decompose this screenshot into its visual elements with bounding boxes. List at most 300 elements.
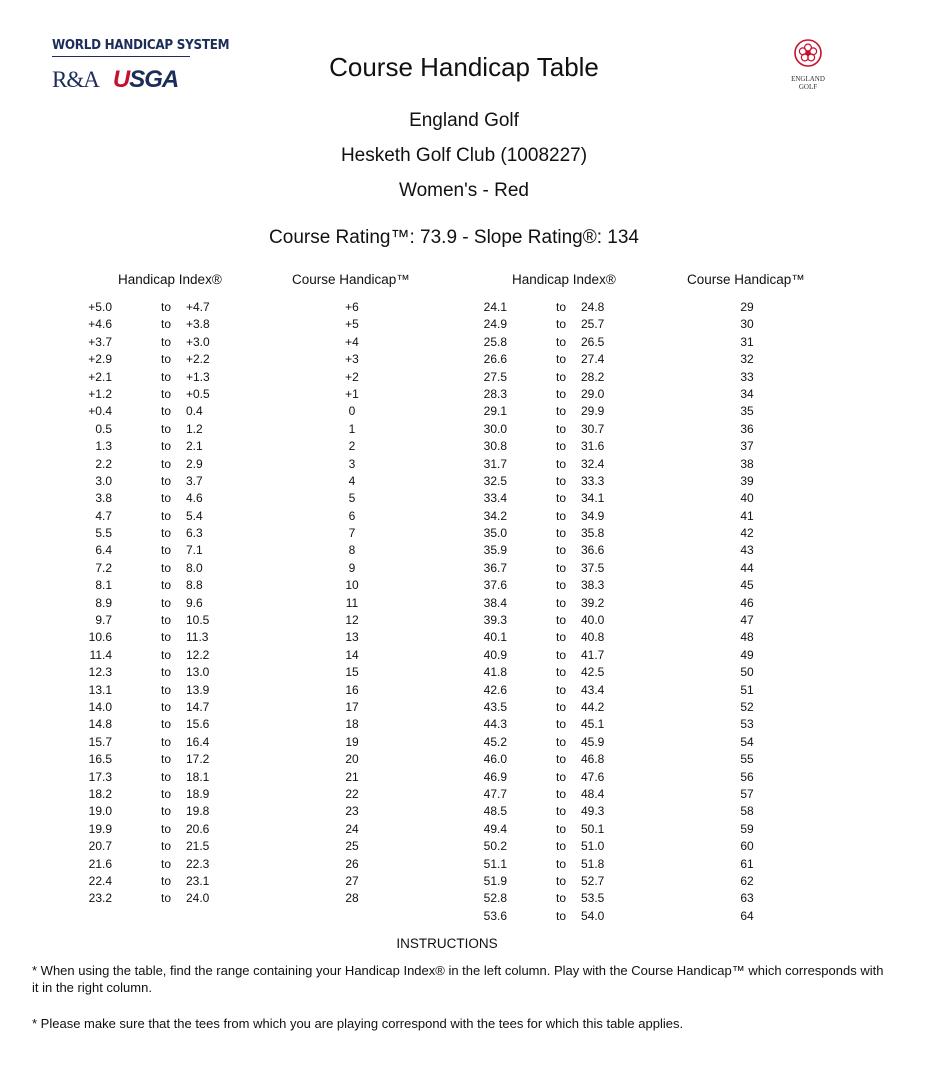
- to-word: to: [161, 821, 172, 836]
- table-row: [483, 334, 625, 352]
- course-handicap-value: 43: [740, 543, 754, 558]
- index-from: 37.6: [483, 578, 507, 593]
- table-row: [88, 317, 230, 334]
- table-row: [88, 821, 230, 839]
- course-handicap-value: 11: [345, 595, 359, 610]
- course-handicap-value: 49: [740, 647, 754, 662]
- table-row: [483, 508, 625, 526]
- index-to: 49.3: [581, 804, 605, 819]
- index-to: 50.1: [581, 821, 605, 836]
- course-handicap-value: 31: [740, 334, 754, 349]
- to-word: to: [556, 891, 567, 906]
- course-handicap-value: 52: [740, 699, 754, 714]
- course-handicap-value: 42: [740, 526, 754, 541]
- course-handicap-value: 38: [740, 456, 754, 471]
- index-to: 19.8: [186, 804, 210, 819]
- right-course-list: [727, 300, 767, 926]
- index-from: +2.9: [88, 352, 112, 367]
- index-to: 1.2: [186, 421, 203, 436]
- table-row: [332, 683, 372, 700]
- course-handicap-value: +1: [345, 386, 359, 401]
- table-row: [727, 787, 767, 804]
- table-row: [483, 804, 625, 821]
- table-row: [483, 369, 625, 387]
- table-row: [483, 821, 625, 839]
- course-handicap-value: 39: [740, 473, 754, 488]
- to-word: to: [556, 682, 567, 697]
- index-from: 3.8: [95, 491, 112, 506]
- table-row: [332, 561, 372, 578]
- to-word: to: [556, 317, 567, 332]
- course-handicap-value: 15: [345, 665, 359, 680]
- table-row: [727, 717, 767, 734]
- index-to: 15.6: [186, 717, 210, 732]
- index-to: 21.5: [186, 839, 210, 854]
- index-from: 32.5: [483, 473, 507, 488]
- table-row: [727, 700, 767, 717]
- table-row: [727, 439, 767, 456]
- to-word: to: [161, 839, 172, 854]
- table-row: [483, 786, 625, 804]
- index-from: 16.5: [88, 752, 112, 767]
- index-to: 17.2: [186, 752, 210, 767]
- club-name: Hesketh Golf Club (1008227): [340, 145, 588, 166]
- index-to: 18.9: [186, 786, 210, 801]
- index-from: 15.7: [88, 734, 112, 749]
- table-row: [88, 352, 230, 369]
- table-row: [483, 839, 625, 856]
- instruction-line-1: * When using the table, find the range containing your Handicap Index® in the left column. Play with the Course Handicap™ which corresponds with it in the right column.: [32, 963, 884, 995]
- to-word: to: [161, 804, 172, 819]
- index-to: 13.9: [186, 682, 210, 697]
- left-course-list: [332, 300, 372, 909]
- table-row: [483, 613, 625, 630]
- table-row: [727, 370, 767, 387]
- to-word: to: [161, 856, 172, 871]
- table-row: [483, 473, 625, 491]
- index-from: 50.2: [483, 839, 507, 854]
- table-row: [332, 543, 372, 560]
- table-row: [483, 560, 625, 578]
- index-from: 29.1: [483, 404, 507, 419]
- table-row: [483, 856, 625, 874]
- course-handicap-value: 14: [345, 647, 359, 662]
- index-from: 34.2: [483, 508, 507, 523]
- index-from: 45.2: [483, 734, 507, 749]
- table-row: [483, 665, 625, 682]
- table-row: [332, 439, 372, 456]
- index-from: 51.1: [483, 856, 507, 871]
- course-handicap-value: 44: [740, 560, 754, 575]
- table-row: [332, 839, 372, 856]
- table-row: [727, 543, 767, 560]
- left-course-header: Course Handicap™: [292, 272, 410, 287]
- table-row: [89, 647, 230, 665]
- index-from: +4.6: [88, 317, 112, 332]
- index-to: 45.1: [581, 717, 605, 732]
- to-word: to: [556, 543, 567, 558]
- table-row: [727, 317, 767, 334]
- table-row: [88, 682, 230, 700]
- index-from: 11.4: [89, 647, 112, 662]
- table-row: [483, 873, 625, 891]
- to-word: to: [556, 665, 567, 680]
- to-word: to: [556, 421, 567, 436]
- table-row: [95, 439, 230, 456]
- course-handicap-value: 59: [740, 821, 754, 836]
- index-to: 51.0: [581, 839, 605, 854]
- course-handicap-value: 50: [740, 665, 754, 680]
- to-word: to: [556, 578, 567, 593]
- index-to: 33.3: [581, 473, 605, 488]
- instruction-line-2: * Please make sure that the tees from which you are playing correspond with the tees for which this table applies.: [32, 1016, 684, 1031]
- table-row: [727, 491, 767, 508]
- table-row: [88, 769, 230, 787]
- index-from: 22.4: [88, 873, 112, 888]
- to-word: to: [556, 804, 567, 819]
- index-from: 18.2: [88, 786, 112, 801]
- table-row: [483, 352, 625, 369]
- index-to: 25.7: [581, 317, 605, 332]
- table-row: [727, 630, 767, 647]
- index-to: 47.6: [581, 769, 605, 784]
- table-row: [88, 369, 230, 387]
- table-row: [332, 770, 372, 787]
- page-title: Course Handicap Table: [329, 52, 599, 82]
- course-handicap-value: 37: [740, 439, 754, 454]
- index-from: 21.6: [88, 856, 112, 871]
- table-row: [727, 648, 767, 665]
- to-word: to: [556, 839, 567, 854]
- index-from: 44.3: [483, 717, 507, 732]
- index-to: 29.0: [581, 386, 605, 401]
- index-to: 44.2: [581, 699, 605, 714]
- to-word: to: [556, 856, 567, 871]
- table-row: [727, 891, 767, 908]
- table-row: [727, 804, 767, 821]
- to-word: to: [556, 560, 567, 575]
- to-word: to: [161, 369, 172, 384]
- index-from: 4.7: [95, 508, 112, 523]
- index-to: +4.7: [186, 300, 210, 314]
- index-to: 6.3: [186, 526, 203, 541]
- to-word: to: [556, 630, 567, 645]
- index-to: 43.4: [581, 682, 605, 697]
- table-row: [88, 873, 230, 891]
- table-row: [95, 526, 230, 543]
- index-to: 34.1: [581, 491, 605, 506]
- index-from: 47.7: [483, 786, 507, 801]
- table-row: [95, 456, 230, 474]
- index-from: +5.0: [88, 300, 112, 314]
- table-row: [483, 630, 625, 647]
- to-word: to: [161, 334, 172, 349]
- index-to: 3.7: [186, 473, 203, 488]
- table-row: [727, 857, 767, 874]
- table-row: [727, 752, 767, 769]
- index-to: 54.0: [581, 908, 605, 923]
- index-from: 5.5: [95, 526, 112, 541]
- index-to: 27.4: [581, 352, 605, 367]
- index-to: +3.0: [186, 334, 210, 349]
- usga-logo: USGA: [112, 66, 179, 93]
- course-handicap-value: 47: [740, 613, 754, 628]
- to-word: to: [161, 456, 172, 471]
- table-row: [727, 526, 767, 543]
- table-row: [88, 699, 230, 717]
- index-from: 40.1: [483, 630, 507, 645]
- to-word: to: [161, 682, 172, 697]
- course-handicap-value: 20: [345, 752, 359, 767]
- index-from: 25.8: [483, 334, 507, 349]
- index-from: 53.6: [483, 908, 507, 923]
- index-to: 13.0: [186, 665, 210, 680]
- table-row: [483, 682, 625, 700]
- table-row: [727, 561, 767, 578]
- course-handicap-value: 54: [740, 734, 754, 749]
- course-handicap-value: 35: [740, 404, 754, 419]
- index-from: 33.4: [483, 491, 507, 506]
- to-word: to: [161, 404, 172, 419]
- table-row: [332, 352, 372, 369]
- table-row: [88, 665, 230, 682]
- index-to: 0.4: [186, 404, 203, 419]
- index-to: 42.5: [581, 665, 605, 680]
- index-from: 31.7: [483, 456, 507, 471]
- table-row: [483, 908, 625, 926]
- course-handicap-value: 60: [740, 839, 754, 854]
- index-from: 0.5: [95, 421, 112, 436]
- table-row: [332, 648, 372, 665]
- table-row: [483, 421, 625, 439]
- table-row: [332, 735, 372, 752]
- index-to: 30.7: [581, 421, 605, 436]
- index-from: 43.5: [483, 699, 507, 714]
- course-handicap-value: 25: [345, 839, 359, 854]
- index-to: 28.2: [581, 369, 605, 384]
- index-to: 8.8: [186, 578, 203, 593]
- table-row: [332, 370, 372, 387]
- table-row: [483, 595, 625, 613]
- table-row: [332, 596, 372, 613]
- index-from: 51.9: [483, 873, 507, 888]
- to-word: to: [556, 734, 567, 749]
- table-row: [88, 786, 230, 804]
- index-to: 51.8: [581, 856, 605, 871]
- course-handicap-value: 17: [345, 699, 359, 714]
- course-handicap-value: 55: [740, 752, 754, 767]
- index-to: 32.4: [581, 456, 605, 471]
- table-row: [332, 300, 372, 317]
- table-row: [483, 526, 625, 543]
- course-handicap-value: 46: [740, 595, 754, 610]
- rating-line: Course Rating™: 73.9 - Slope Rating®: 134: [269, 227, 639, 248]
- course-handicap-value: 23: [345, 804, 359, 819]
- index-to: 11.3: [186, 630, 209, 645]
- index-from: 40.9: [483, 647, 507, 662]
- index-from: 6.4: [95, 543, 112, 558]
- index-to: 46.8: [581, 752, 605, 767]
- to-word: to: [556, 491, 567, 506]
- index-from: 24.1: [483, 300, 507, 314]
- index-to: 20.6: [186, 821, 210, 836]
- left-index-list: [88, 300, 230, 909]
- index-to: 8.0: [186, 560, 203, 575]
- table-row: [483, 752, 625, 769]
- to-word: to: [161, 560, 172, 575]
- table-row: [332, 335, 372, 352]
- index-to: +1.3: [186, 369, 210, 384]
- table-row: [483, 543, 625, 560]
- table-row: [332, 317, 372, 334]
- table-row: [332, 387, 372, 404]
- index-from: 38.4: [483, 595, 507, 610]
- index-from: 12.3: [88, 665, 112, 680]
- index-to: 10.5: [186, 613, 210, 628]
- table-row: [88, 717, 230, 734]
- index-from: 20.7: [88, 839, 112, 854]
- course-handicap-value: 28: [345, 891, 359, 906]
- to-word: to: [161, 526, 172, 541]
- index-from: 35.0: [483, 526, 507, 541]
- table-row: [483, 769, 625, 787]
- index-from: 1.3: [95, 439, 112, 454]
- table-row: [88, 300, 230, 317]
- to-word: to: [556, 300, 567, 314]
- index-from: +0.4: [88, 404, 112, 419]
- to-word: to: [556, 473, 567, 488]
- to-word: to: [556, 369, 567, 384]
- index-from: 8.9: [95, 595, 112, 610]
- table-row: [332, 717, 372, 734]
- course-handicap-value: 4: [348, 473, 356, 488]
- to-word: to: [161, 317, 172, 332]
- table-row: [88, 630, 230, 647]
- table-row: [727, 735, 767, 752]
- table-row: [332, 404, 372, 421]
- table-row: [332, 804, 372, 821]
- tee-name: Women's - Red: [399, 180, 529, 201]
- table-row: [95, 543, 230, 560]
- course-handicap-value: 26: [345, 856, 359, 871]
- index-to: 16.4: [186, 734, 210, 749]
- to-word: to: [161, 421, 172, 436]
- table-row: [727, 770, 767, 787]
- index-to: 14.7: [186, 699, 210, 714]
- table-row: [727, 474, 767, 491]
- index-from: 13.1: [88, 682, 112, 697]
- course-handicap-value: 29: [740, 300, 754, 314]
- index-from: 27.5: [483, 369, 507, 384]
- index-to: 12.2: [186, 647, 210, 662]
- course-handicap-value: +6: [345, 300, 359, 314]
- table-row: [332, 526, 372, 543]
- index-to: 52.7: [581, 873, 605, 888]
- course-handicap-value: 64: [740, 908, 754, 923]
- to-word: to: [556, 786, 567, 801]
- index-from: 28.3: [483, 386, 507, 401]
- to-word: to: [161, 508, 172, 523]
- course-handicap-value: 40: [740, 491, 754, 506]
- right-index-list: [483, 300, 625, 926]
- course-handicap-value: 24: [345, 821, 359, 836]
- index-to: 26.5: [581, 334, 605, 349]
- course-handicap-value: 30: [740, 317, 754, 332]
- table-row: [95, 560, 230, 578]
- table-row: [88, 891, 230, 908]
- index-to: 2.1: [186, 439, 203, 454]
- course-handicap-value: 0: [348, 404, 356, 419]
- table-row: [483, 386, 625, 404]
- table-row: [332, 822, 372, 839]
- table-row: [332, 474, 372, 491]
- course-handicap-value: 6: [348, 508, 356, 523]
- course-handicap-value: 13: [345, 630, 359, 645]
- index-to: 24.0: [186, 891, 210, 906]
- table-row: [332, 491, 372, 508]
- course-handicap-value: 58: [740, 804, 754, 819]
- to-word: to: [556, 821, 567, 836]
- table-row: [95, 613, 230, 630]
- table-row: [483, 578, 625, 595]
- to-word: to: [556, 439, 567, 454]
- index-to: 38.3: [581, 578, 605, 593]
- table-row: [483, 734, 625, 752]
- to-word: to: [161, 891, 172, 906]
- index-to: +3.8: [186, 317, 210, 332]
- index-to: 36.6: [581, 543, 605, 558]
- index-from: +1.2: [88, 386, 112, 401]
- index-from: 30.0: [483, 421, 507, 436]
- index-to: 18.1: [186, 769, 210, 784]
- course-handicap-value: 18: [345, 717, 359, 732]
- table-row: [483, 491, 625, 508]
- index-from: 14.0: [88, 699, 112, 714]
- index-from: 2.2: [95, 456, 112, 471]
- to-word: to: [161, 473, 172, 488]
- course-handicap-value: 22: [345, 786, 359, 801]
- to-word: to: [556, 717, 567, 732]
- index-from: 30.8: [483, 439, 507, 454]
- table-row: [332, 457, 372, 474]
- to-word: to: [161, 665, 172, 680]
- index-to: 37.5: [581, 560, 605, 575]
- table-row: [483, 647, 625, 665]
- index-to: 41.7: [581, 647, 605, 662]
- index-from: 46.9: [483, 769, 507, 784]
- to-word: to: [161, 386, 172, 401]
- index-to: 35.8: [581, 526, 605, 541]
- course-handicap-value: 9: [348, 560, 356, 575]
- index-from: 46.0: [483, 752, 507, 767]
- to-word: to: [161, 734, 172, 749]
- course-handicap-value: 16: [345, 682, 359, 697]
- index-from: 19.0: [88, 804, 112, 819]
- to-word: to: [556, 526, 567, 541]
- table-row: [95, 508, 230, 526]
- course-handicap-value: 8: [348, 543, 356, 558]
- index-to: 2.9: [186, 456, 203, 471]
- table-row: [727, 909, 767, 926]
- index-from: 23.2: [88, 891, 112, 906]
- index-from: 35.9: [483, 543, 507, 558]
- index-to: 31.6: [581, 439, 605, 454]
- to-word: to: [556, 386, 567, 401]
- table-row: [727, 613, 767, 630]
- to-word: to: [161, 873, 172, 888]
- table-row: [727, 509, 767, 526]
- to-word: to: [161, 543, 172, 558]
